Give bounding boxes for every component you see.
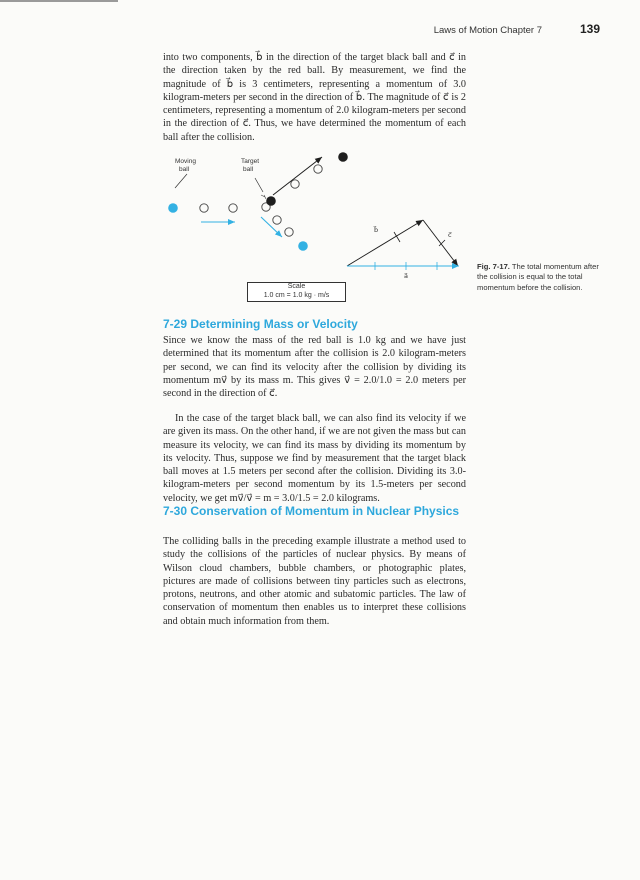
red-ball-end <box>298 241 308 251</box>
black-ball-ghost <box>291 180 299 188</box>
red-ball-ghost <box>285 228 293 236</box>
black-ball-vector <box>273 157 322 195</box>
label-target: Target <box>241 158 260 165</box>
red-ball-ghost <box>229 204 237 212</box>
black-ball-end <box>338 152 348 162</box>
target-pointer <box>255 178 263 192</box>
top-rule <box>0 0 118 2</box>
label-moving-ball: ball <box>179 166 190 173</box>
black-ball-ghost <box>314 165 322 173</box>
scale-title: Scale <box>287 283 306 290</box>
scale-legend <box>247 282 346 302</box>
red-ball-ghost <box>273 216 281 224</box>
vector-c <box>423 220 458 266</box>
red-ball-ghost <box>200 204 208 212</box>
section-7-29-heading: 7-29 Determining Mass or Velocity <box>163 317 358 331</box>
page-header <box>330 22 600 40</box>
scale-value: 1.0 cm = 1.0 kg · m/s <box>263 291 330 299</box>
red-ball-start <box>168 203 178 213</box>
figure-caption <box>477 262 602 293</box>
running-head: Laws of Motion Chapter 7 <box>433 25 542 36</box>
label-vector-b: b⃗ <box>374 227 379 234</box>
label-vector-a: a⃗ <box>404 273 408 280</box>
caption-text: The total momentum after the collision is equal to the total momentum before the collision. <box>477 262 599 292</box>
label-target-ball: ball <box>243 166 254 173</box>
label-moving: Moving <box>175 158 196 165</box>
red-ball-vector <box>261 217 282 237</box>
black-ball-start <box>266 196 276 206</box>
page-number: 139 <box>579 22 600 36</box>
intro-paragraph: into two components, b⃗ in the direction of the target black ball and c⃗ in the direction taken by the red ball. By measurement, we find the magnitude of b⃗ is 3 centimeters, representing a momentum of 3.0 kilogram-meters per second in the direction of b⃗. The magnitude of c⃗ is 2 centimeters, representing a momentum of 2.0 kilogram-meters per second in the direction of c⃗. Thus, we have determined the momentum of each ball after the collision. <box>163 52 466 143</box>
section-7-29-paragraph-1: Since we know the mass of the red ball is 1.0 kg and we have just determined that its momentum after the collision is 2.0 kilogram-meters per second, we can find its velocity after the collision by dividing its momentum mv⃗ by its mass m. This gives v⃗ = 2.0/1.0 = 2.0 meters per second in the direction of c⃗. <box>163 335 466 400</box>
moving-pointer <box>175 174 187 188</box>
section-7-29-paragraph-2: In the case of the target black ball, we can also find its velocity if we are given its mass. On the other hand, if we are not given the mass but can measure its velocity, we can find its mass by dividing its momentum by its velocity. Thus, suppose we find by measurement that the target black ball moves at 1.5 meters per second after the collision. Dividing its 3.0-kilogram-meters per second momentum by its 1.5-meters per second velocity, we get mv⃗/v⃗ = m = 3.0/1.5 = 2.0 kilograms. <box>163 413 466 504</box>
section-7-30-heading: 7-30 Conservation of Momentum in Nuclear Physics <box>163 504 460 518</box>
vector-b <box>347 220 423 266</box>
label-vector-c: c⃗ <box>448 232 452 239</box>
section-7-30-paragraph-1: The colliding balls in the preceding example illustrate a method used to study the collisions of the particles of nuclear physics. By means of Wilson cloud chambers, bubble chambers, or photographic plates, pictures are made of collisions between tiny particles such as electrons, protons, neutrons, and other atomic and subatomic particles. The law of conservation of momentum then enables us to interpret these collisions and obtain much information from them. <box>163 536 466 627</box>
impact-mark <box>264 195 266 199</box>
caption-label: Fig. 7-17. <box>477 262 510 271</box>
